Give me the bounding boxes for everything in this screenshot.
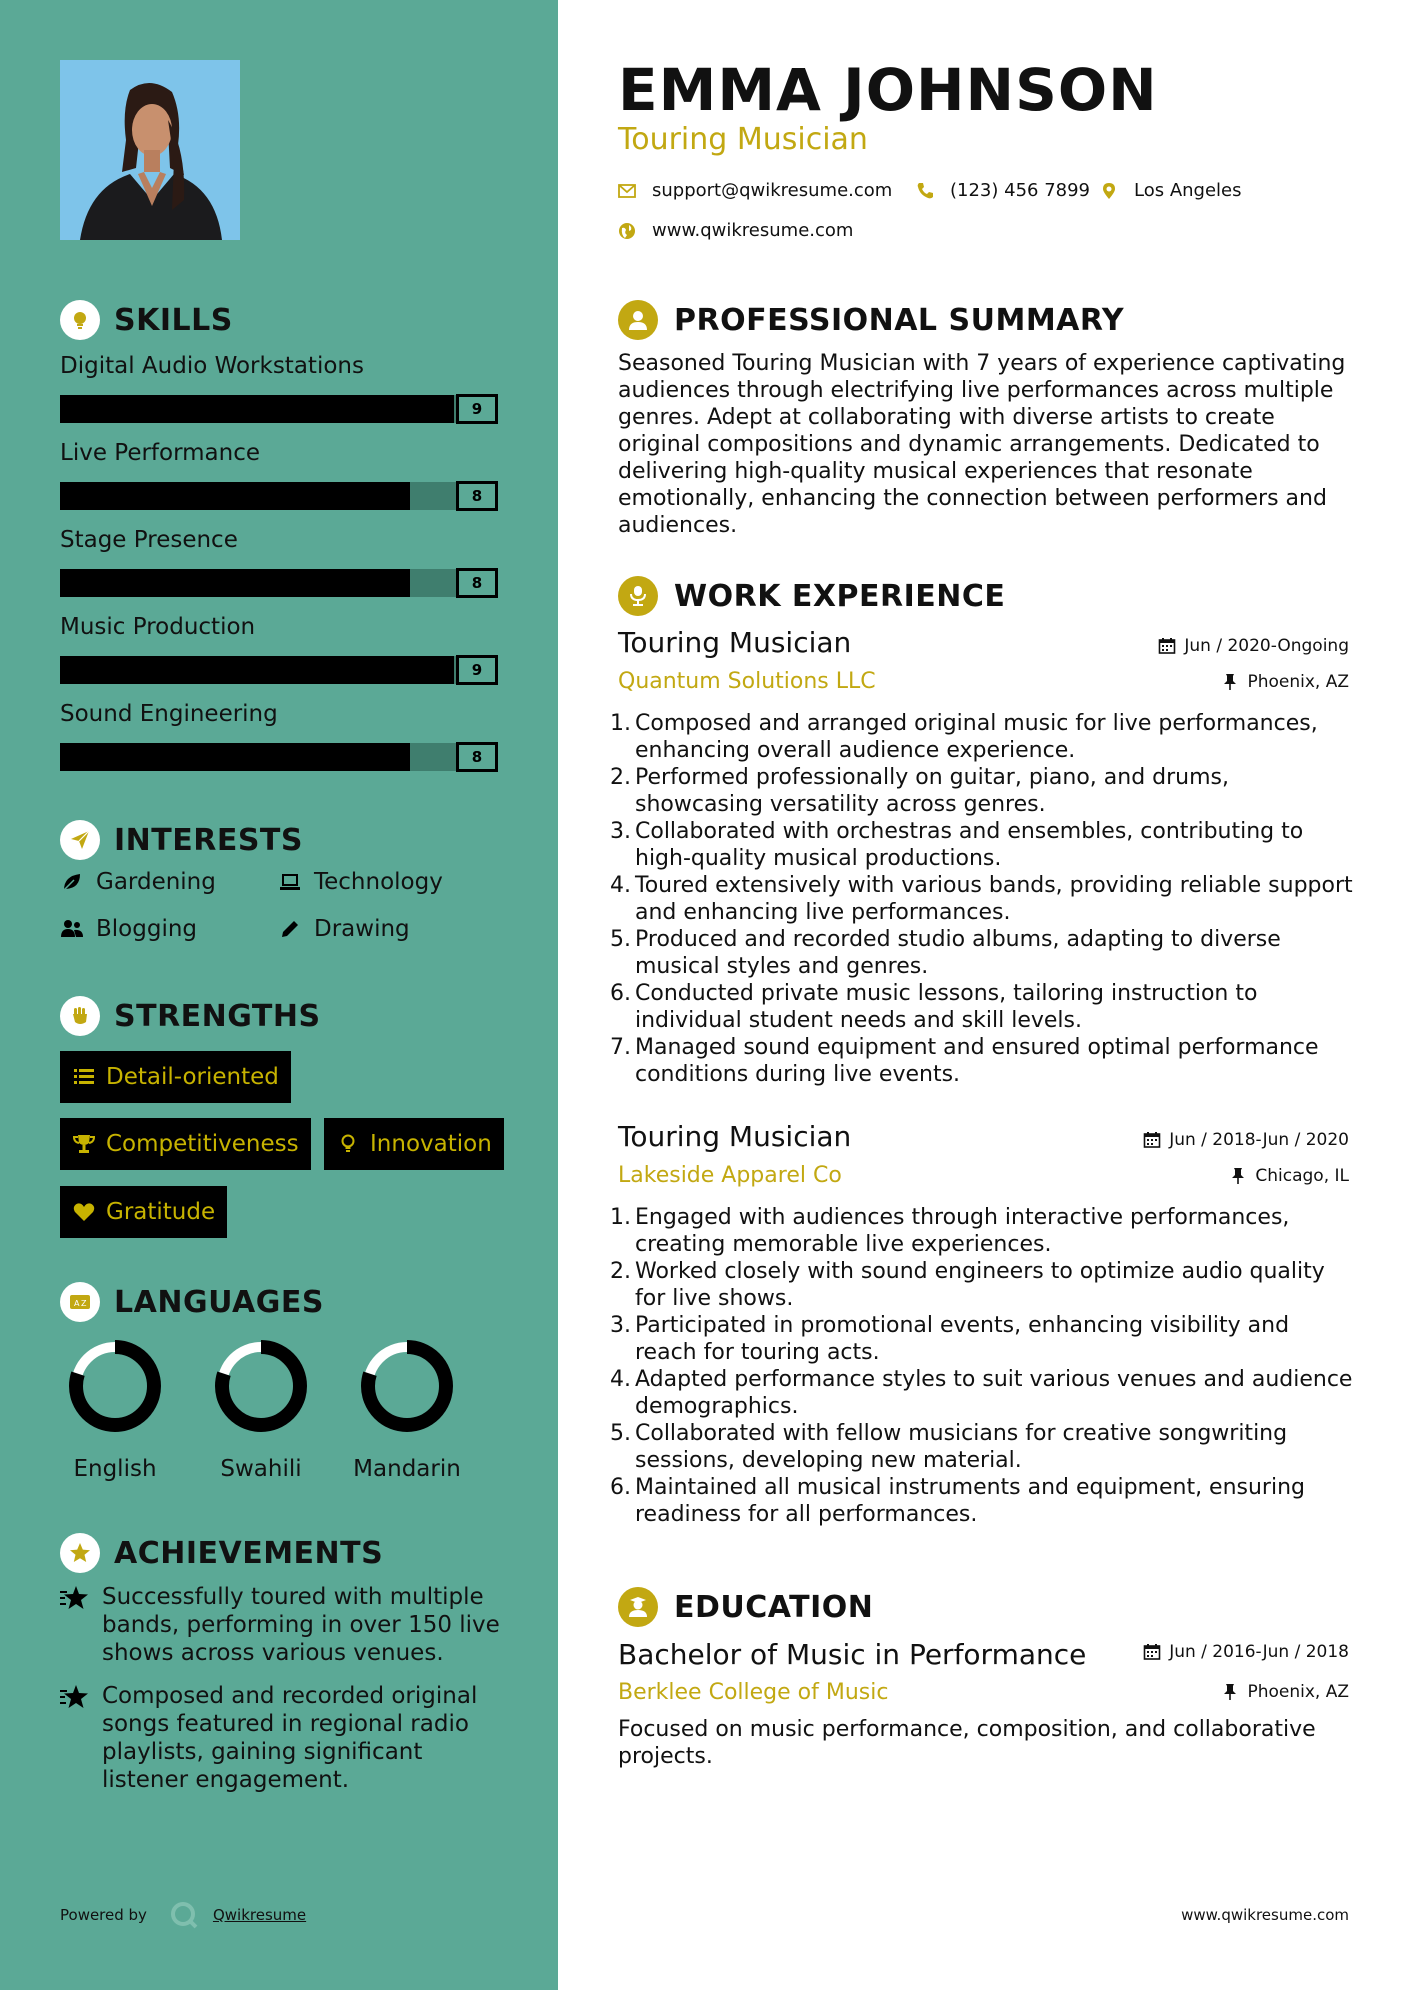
- duty-text: Adapted performance styles to suit various venues and audience demographics.: [635, 1367, 1353, 1419]
- job-title: Touring Musician: [618, 626, 852, 659]
- website-text: www.qwikresume.com: [652, 220, 854, 241]
- language-ring: [67, 1338, 163, 1434]
- pencil-icon: [278, 917, 302, 941]
- strength-label: Gratitude: [106, 1199, 216, 1225]
- skill-name: Digital Audio Workstations: [60, 353, 364, 379]
- achievements-heading: [60, 1533, 383, 1573]
- strength-label: Detail-oriented: [106, 1064, 279, 1090]
- qwikresume-logo-icon: [169, 1900, 199, 1930]
- skill-bar: [60, 482, 498, 510]
- map-pin-icon: [1100, 182, 1118, 200]
- skill-name: Sound Engineering: [60, 701, 278, 727]
- users-icon: [60, 917, 84, 941]
- interest-item: [278, 916, 410, 942]
- strength-label: Competitiveness: [106, 1131, 299, 1157]
- languages-heading: [60, 1282, 324, 1322]
- skill-item: [60, 525, 498, 597]
- skill-bar: [60, 656, 498, 684]
- skill-item: [60, 438, 498, 510]
- strength-badge: [60, 1118, 311, 1170]
- skill-bar-fill: [60, 395, 454, 423]
- skill-bar: [60, 743, 498, 771]
- language-ring: [359, 1338, 455, 1434]
- location-text: Los Angeles: [1134, 180, 1242, 201]
- duty-item: 5. Collaborated with fellow musicians for creative songwriting sessions, developing new material.: [610, 1421, 1288, 1473]
- interest-item: [60, 916, 197, 942]
- language-item: [206, 1338, 316, 1482]
- duty-item: 6. Conducted private music lessons, tailoring instruction to individual student needs and skill levels.: [610, 981, 1258, 1033]
- duty-text: Produced and recorded studio albums, adapting to diverse musical styles and genres.: [635, 927, 1281, 979]
- skill-bar-fill: [60, 569, 410, 597]
- duty-item: 1. Engaged with audiences through interactive performances, creating memorable live experiences.: [610, 1205, 1290, 1257]
- achievement-item: [60, 1583, 500, 1667]
- job-location: [1229, 1166, 1349, 1186]
- job-dates-text: Jun / 2020-Ongoing: [1184, 636, 1349, 656]
- interest-item: [278, 869, 443, 895]
- education-description: Focused on music performance, composition, and collaborative projects.: [618, 1717, 1316, 1769]
- duty-text: Collaborated with fellow musicians for creative songwriting sessions, developing new material.: [635, 1421, 1288, 1473]
- skill-item: [60, 351, 498, 423]
- calendar-icon: [1143, 1131, 1161, 1149]
- job-dates: [1158, 636, 1349, 656]
- interest-item: [60, 869, 216, 895]
- education-location: [1221, 1682, 1349, 1702]
- powered-by-label: Powered by: [60, 1906, 147, 1924]
- job-company: Lakeside Apparel Co: [618, 1163, 842, 1188]
- svg-text:A: A: [74, 1299, 80, 1308]
- skill-bar-fill: [60, 743, 410, 771]
- contact-email[interactable]: [618, 180, 892, 201]
- skill-bar-fill: [60, 482, 410, 510]
- profile-photo: [60, 60, 240, 240]
- duty-item: 1. Composed and arranged original music for live performances, enhancing overall audience experience.: [610, 711, 1318, 763]
- duty-text: Participated in promotional events, enhancing visibility and reach for touring acts.: [635, 1313, 1290, 1365]
- education-title: EDUCATION: [674, 1589, 874, 1625]
- skills-heading: [60, 300, 233, 340]
- job-duties: [610, 1204, 1355, 1528]
- interest-label: Drawing: [314, 916, 410, 942]
- skill-score: 8: [456, 568, 498, 598]
- achievement-text: Composed and recorded original songs featured in regional radio playlists, gaining significant listener engagement.: [102, 1683, 478, 1793]
- skill-score: 8: [456, 742, 498, 772]
- phone-icon: [916, 182, 934, 200]
- interest-label: Gardening: [96, 869, 216, 895]
- svg-text:Z: Z: [81, 1299, 87, 1308]
- skill-score: 9: [456, 655, 498, 685]
- skill-score: 8: [456, 481, 498, 511]
- strength-label: Innovation: [370, 1131, 492, 1157]
- duty-item: 5. Produced and recorded studio albums, adapting to diverse musical styles and genres.: [610, 927, 1281, 979]
- summary-text: Seasoned Touring Musician with 7 years of experience captivating audiences through electrifying live performances across multiple genres. Adept at collaborating with diverse artists to create original compositions and dynamic arrangements. Dedicated to delivering high-quality musical experiences that resonate emotionally, enhancing the connection between performers and audiences.: [618, 351, 1346, 538]
- leaf-icon: [60, 870, 84, 894]
- language-item: [60, 1338, 170, 1482]
- summary-heading: [618, 300, 1124, 340]
- podium-icon: [618, 576, 658, 616]
- experience-heading: [618, 576, 1005, 616]
- interest-label: Blogging: [96, 916, 198, 942]
- powered-by: [60, 1900, 306, 1930]
- strength-badge: [60, 1186, 227, 1238]
- candidate-name: EMMA JOHNSON: [618, 56, 1158, 124]
- duty-item: 7. Managed sound equipment and ensured optimal performance conditions during live events.: [610, 1035, 1319, 1087]
- contact-phone[interactable]: [916, 180, 1090, 201]
- laptop-icon: [278, 870, 302, 894]
- strengths-heading: [60, 996, 321, 1036]
- lightbulb-icon: [336, 1132, 360, 1156]
- language-name: Swahili: [220, 1456, 302, 1482]
- contact-location: [1100, 180, 1242, 201]
- candidate-role: Touring Musician: [618, 122, 868, 157]
- achievement-text: Successfully toured with multiple bands, performing in over 150 live shows across various venues.: [102, 1584, 500, 1666]
- heart-icon: [72, 1200, 96, 1224]
- footer-url[interactable]: www.qwikresume.com: [1181, 1906, 1349, 1924]
- skill-name: Music Production: [60, 614, 256, 640]
- duty-text: Engaged with audiences through interactive performances, creating memorable live experiences.: [635, 1205, 1290, 1257]
- qwikresume-link[interactable]: Qwikresume: [212, 1906, 307, 1924]
- education-heading: [618, 1587, 873, 1627]
- star-badge-icon: [60, 1682, 90, 1712]
- education-location-text: Phoenix, AZ: [1247, 1682, 1349, 1702]
- duty-text: Collaborated with orchestras and ensembles, contributing to high-quality musical productions.: [635, 819, 1304, 871]
- skill-bar-fill: [60, 656, 454, 684]
- strength-badge: [60, 1051, 291, 1103]
- strengths-title: STRENGTHS: [114, 998, 321, 1034]
- duty-text: Toured extensively with various bands, providing reliable support and enhancing live performances.: [635, 873, 1353, 925]
- education-dates-text: Jun / 2016-Jun / 2018: [1169, 1642, 1349, 1662]
- job-location: [1221, 672, 1349, 692]
- trophy-icon: [72, 1132, 96, 1156]
- job-dates: [1143, 1130, 1349, 1150]
- email-text: support@qwikresume.com: [652, 180, 893, 201]
- skill-bar: [60, 569, 498, 597]
- achievements-title: ACHIEVEMENTS: [114, 1535, 384, 1571]
- interests-title: INTERESTS: [114, 822, 303, 858]
- language-name: Mandarin: [353, 1456, 461, 1482]
- duty-item: 4. Toured extensively with various bands, providing reliable support and enhancing live performances.: [610, 873, 1353, 925]
- interest-label: Technology: [314, 869, 443, 895]
- skill-name: Stage Presence: [60, 527, 238, 553]
- duty-text: Managed sound equipment and ensured optimal performance conditions during live events.: [635, 1035, 1319, 1087]
- duty-text: Worked closely with sound engineers to optimize audio quality for live shows.: [635, 1259, 1325, 1311]
- skill-score: 9: [456, 394, 498, 424]
- duty-item: 6. Maintained all musical instruments and equipment, ensuring readiness for all performances.: [610, 1475, 1306, 1527]
- star-icon: [60, 1533, 100, 1573]
- job-duties: [610, 710, 1355, 1088]
- strength-badge: [324, 1118, 504, 1170]
- paper-plane-icon: [60, 820, 100, 860]
- achievement-item: [60, 1682, 500, 1794]
- skill-item: [60, 612, 498, 684]
- translate-icon: [60, 1282, 100, 1322]
- duty-item: 2. Performed professionally on guitar, piano, and drums, showcasing versatility across genres.: [610, 765, 1229, 817]
- skill-name: Live Performance: [60, 440, 261, 466]
- calendar-icon: [1143, 1643, 1161, 1661]
- duty-text: Performed professionally on guitar, piano, and drums, showcasing versatility across genres.: [635, 765, 1229, 817]
- job-location-text: Chicago, IL: [1255, 1166, 1349, 1186]
- skill-bar: [60, 395, 498, 423]
- experience-title: WORK EXPERIENCE: [674, 578, 1006, 614]
- degree-title: Bachelor of Music in Performance: [618, 1638, 1087, 1671]
- summary-title: PROFESSIONAL SUMMARY: [674, 302, 1125, 338]
- skills-title: SKILLS: [114, 302, 233, 338]
- lightbulb-icon: [60, 300, 100, 340]
- envelope-icon: [618, 182, 636, 200]
- job-location-text: Phoenix, AZ: [1247, 672, 1349, 692]
- pushpin-icon: [1229, 1167, 1247, 1185]
- pushpin-icon: [1221, 673, 1239, 691]
- interests-heading: [60, 820, 303, 860]
- fist-icon: [60, 996, 100, 1036]
- language-item: [352, 1338, 462, 1482]
- language-name: English: [73, 1456, 157, 1482]
- graduate-icon: [618, 1587, 658, 1627]
- list-icon: [72, 1065, 96, 1089]
- duty-text: Maintained all musical instruments and equipment, ensuring readiness for all performances.: [635, 1475, 1306, 1527]
- user-icon: [618, 300, 658, 340]
- skill-item: [60, 699, 498, 771]
- languages-title: LANGUAGES: [114, 1284, 324, 1320]
- language-ring: [213, 1338, 309, 1434]
- job-dates-text: Jun / 2018-Jun / 2020: [1169, 1130, 1349, 1150]
- duty-item: 4. Adapted performance styles to suit various venues and audience demographics.: [610, 1367, 1353, 1419]
- globe-icon: [618, 222, 636, 240]
- job-title: Touring Musician: [618, 1120, 852, 1153]
- sidebar: [0, 0, 558, 1990]
- phone-text: (123) 456 7899: [950, 180, 1091, 201]
- duty-item: 3. Collaborated with orchestras and ensembles, contributing to high-quality musical productions.: [610, 819, 1304, 871]
- education-dates: [1143, 1642, 1349, 1662]
- star-badge-icon: [60, 1583, 90, 1613]
- calendar-icon: [1158, 637, 1176, 655]
- duty-item: 2. Worked closely with sound engineers to optimize audio quality for live shows.: [610, 1259, 1325, 1311]
- pushpin-icon: [1221, 1683, 1239, 1701]
- duty-text: Composed and arranged original music for live performances, enhancing overall audience experience.: [635, 711, 1318, 763]
- contact-website[interactable]: [618, 220, 853, 241]
- duty-text: Conducted private music lessons, tailoring instruction to individual student needs and skill levels.: [635, 981, 1258, 1033]
- job-company: Quantum Solutions LLC: [618, 669, 876, 694]
- school-name: Berklee College of Music: [618, 1680, 889, 1705]
- duty-item: 3. Participated in promotional events, enhancing visibility and reach for touring acts.: [610, 1313, 1290, 1365]
